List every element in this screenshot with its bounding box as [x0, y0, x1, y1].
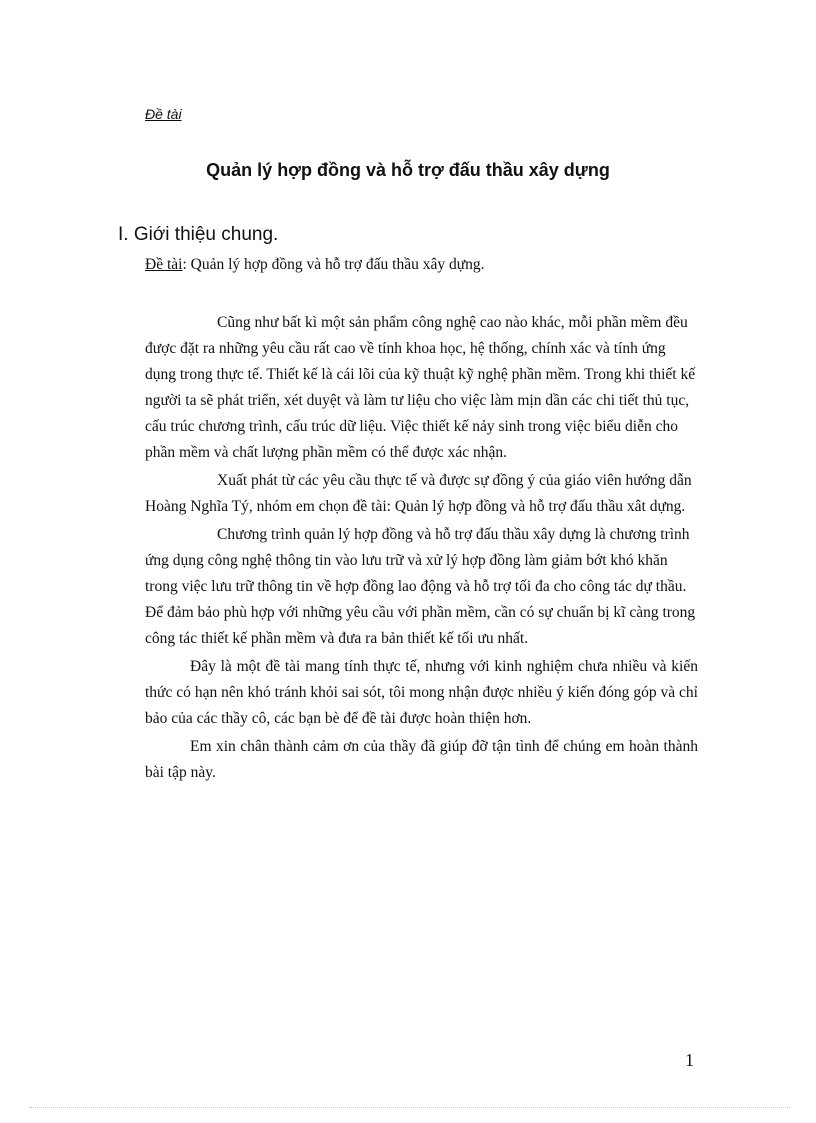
body-text: [145, 310, 698, 788]
paragraph-thanks: Em xin chân thành cảm ơn của thầy đã giúp đỡ tận tình để chúng em hoàn thành bài tập này.: [145, 738, 698, 781]
footer-divider: [30, 1107, 790, 1108]
paragraph-intro: Cũng như bất kì một sản phẩm công nghệ cao nào khác, mỗi phần mềm đều được đặt ra những yêu cầu rất cao về tính khoa học, hệ thống, chính xác và tính ứng dụng trong thực tế. Thiết kế là cái lõi của kỹ thuật kỹ nghệ phần mềm. Trong khi thiết kế người ta sẽ phát triển, xét duyệt và làm tư liệu cho việc làm mịn dần các chi tiết thủ tục, cấu trúc chương trình, cấu trúc dữ liệu. Việc thiết kế nảy sinh trong việc biểu diễn cho phần mềm và chất lượng phần mềm có thể được xác nhận.: [145, 314, 696, 461]
subject-line: [145, 256, 484, 274]
paragraph-note: Đây là một đề tài mang tính thực tế, nhưng với kinh nghiệm chưa nhiều và kiến thức có hạn nên khó tránh khỏi sai sót, tôi mong nhận được nhiều ý kiến đóng góp và chỉ bảo của các thầy cô, các bạn bè để đề tài được hoàn thiện hơn.: [145, 658, 698, 727]
page-number: 1: [685, 1050, 694, 1070]
subject-label: Đề tài: [145, 256, 183, 273]
topic-label: Đề tài: [145, 106, 182, 122]
paragraph-program: Chương trình quản lý hợp đồng và hỗ trợ đấu thầu xây dựng là chương trình ứng dụng công nghệ thông tin vào lưu trữ và xử lý hợp đồng làm giảm bớt khó khăn trong việc lưu trữ thông tin về hợp đồng lao động và hỗ trợ tối đa cho công tác dự thầu. Để đảm bảo phù hợp với những yêu cầu với phần mềm, cần có sự chuẩn bị kĩ càng trong công tác thiết kế phần mềm và đưa ra bản thiết kế tối ưu nhất.: [145, 526, 696, 647]
subject-text: : Quản lý hợp đồng và hỗ trợ đấu thầu xây dựng.: [182, 256, 485, 273]
paragraph-origin: Xuất phát từ các yêu cầu thực tế và được sự đồng ý của giáo viên hướng dẫn Hoàng Nghĩa Tý, nhóm em chọn đề tài: Quản lý hợp đồng và hỗ trợ đấu thầu xât dựng.: [145, 472, 692, 515]
document-title: Quản lý hợp đồng và hỗ trợ đấu thầu xây dựng: [206, 160, 610, 180]
section-heading: I. Giới thiệu chung.: [118, 224, 279, 245]
